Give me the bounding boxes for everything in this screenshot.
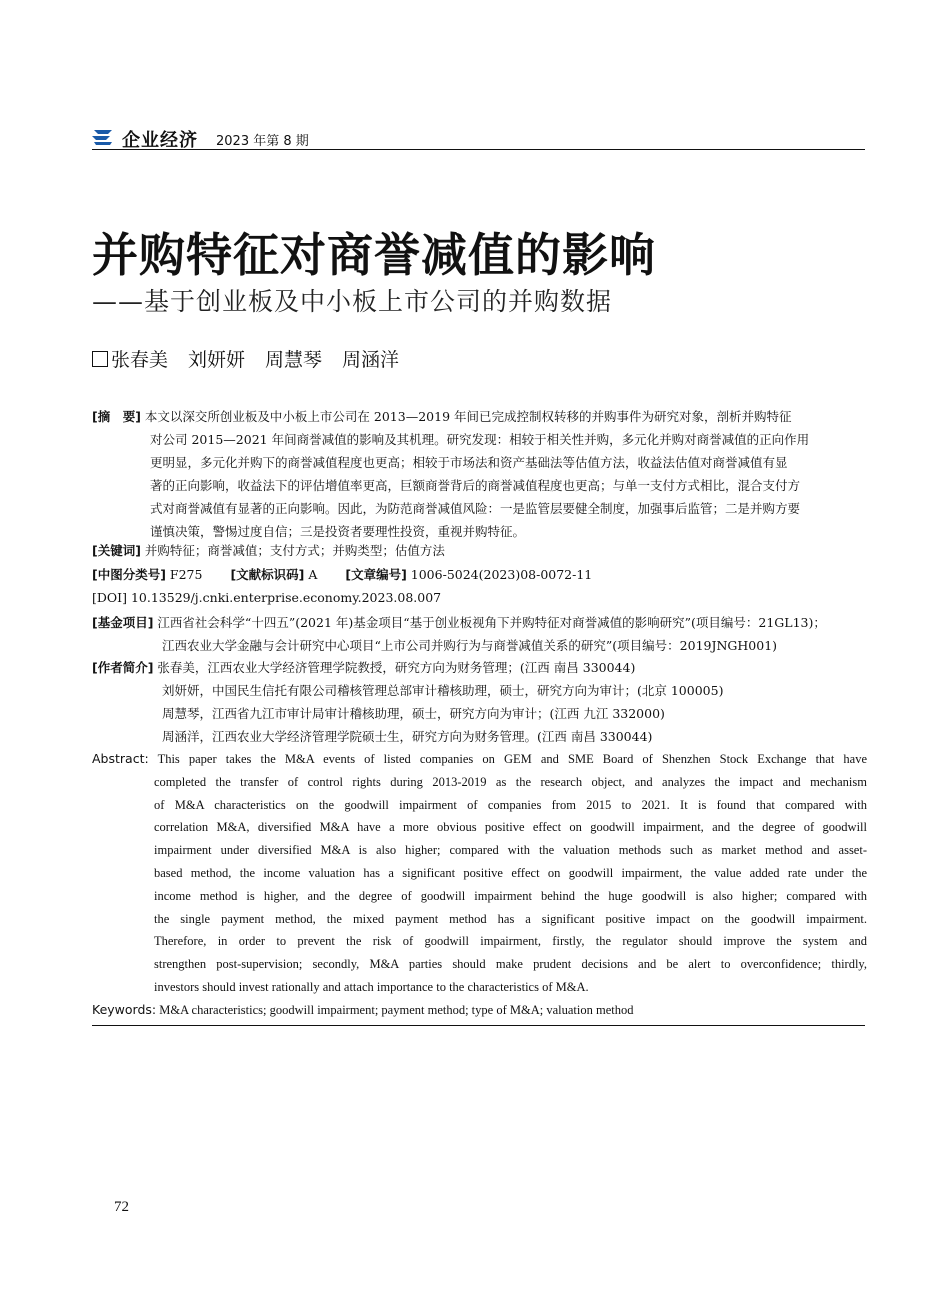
fund-row [92, 613, 826, 631]
abstract-en-line: correlation M&A, diversified M&A have a more obvious positive effect on goodwill impairment, and the degree of goodwill [154, 820, 867, 835]
article-number-label: [文章编号] [345, 567, 407, 582]
keywords-cn [92, 541, 445, 559]
doi-row [92, 590, 441, 605]
abstract-en-line: This paper takes the M&A events of listed companies on GEM and SME Board of Shenzhen Stock Exchange that have [157, 752, 867, 766]
abstract-bottom-rule [92, 1025, 865, 1026]
abstract-en-line: Therefore, in order to prevent the risk of goodwill impairment, firstly, the regulator should improve the system and [154, 934, 867, 949]
clc-value: F275 [169, 567, 203, 582]
abstract-cn [92, 405, 867, 543]
abstract-cn-line: 谨慎决策，警惕过度自信；三是投资者要理性投资，重视并购特征。 [150, 524, 526, 539]
author-list [92, 345, 419, 372]
doi-value: 10.13529/j.cnki.enterprise.economy.2023.08.007 [130, 590, 442, 605]
article-title: 并购特征对商誉减值的影响 [92, 228, 656, 282]
fund-line: 江西农业大学金融与会计研究中心项目“上市公司并购行为与商誉减值关系的研究”(项目编号：2019JNGH001) [162, 638, 778, 653]
keywords-en [92, 999, 867, 1022]
author-marker-box [92, 351, 108, 367]
abstract-en-line: impairment under diversified M&A is also higher; compared with the valuation methods such as market method and asset- [154, 843, 867, 858]
abstract-en-line: based method, the income valuation has a significant positive effect on goodwill impairment, the value added rate under the [154, 865, 867, 880]
abstract-cn-label: [摘 要] [92, 409, 141, 424]
journal-name: 企业经济 [122, 130, 198, 151]
abstract-cn-line: 著的正向影响，收益法下的评估增值率更高，巨额商誉背后的商誉减值程度也更高；与单一支付方式相比，混合支付方 [150, 478, 801, 493]
author-info-line: 周慧琴，江西省九江市审计局审计稽核助理，硕士，研究方向为审计；(江西 九江 332000) [162, 706, 665, 721]
abstract-en-line: completed the transfer of control rights during 2013-2019 as the research object, and analyzes the impact and mechanism [154, 774, 867, 789]
abstract-cn-line: 本文以深交所创业板及中小板上市公司在 2013—2019 年间已完成控制权转移的并购事件为研究对象，剖析并购特征 [144, 409, 792, 424]
keywords-en-label: Keywords: [92, 1001, 157, 1017]
abstract-en-line: of M&A characteristics on the goodwill impairment of companies from 2015 to 2021. It is found that compared with [154, 797, 867, 812]
doc-code-label: [文献标识码] [230, 567, 305, 582]
abstract-cn-line: 对公司 2015—2021 年间商誉减值的影响及其机理。研究发现：相较于相关性并购，多元化并购对商誉减值的正向作用 [150, 432, 810, 447]
classification-row [92, 565, 592, 583]
header-rule [92, 149, 865, 150]
journal-header [92, 126, 864, 150]
abstract-en-line: investors should invest rationally and attach importance to the characteristics of M&A. [154, 979, 589, 994]
page-number: 72 [114, 1199, 129, 1215]
abstract-cn-line: 式对商誉减值有显著的正向影响。因此，为防范商誉减值风险：一是监管层要健全制度，加强事后监管；二是并购方要 [150, 501, 801, 516]
article-subtitle: ——基于创业板及中小板上市公司的并购数据 [92, 287, 613, 316]
doc-code-value: A [308, 567, 318, 582]
abstract-en-first-line [92, 748, 867, 771]
author-info-row [92, 658, 635, 676]
doi-label: [DOI] [92, 590, 127, 605]
abstract-en [92, 748, 867, 1022]
keywords-cn-label: [关键词] [92, 543, 141, 558]
abstract-en-line: strengthen post-supervision; secondly, M&A parties should make prudent decisions and be alert to overconfidence; thirdly, [154, 957, 867, 972]
abstract-en-label: Abstract: [92, 751, 149, 766]
abstract-en-line: income method is higher, and the degree of goodwill impairment behind the huge goodwill is also higher; compared with [154, 888, 867, 903]
abstract-en-line: the single payment method, the mixed payment method has a significant positive impact on the goodwill impairment. [154, 911, 867, 926]
journal-issue: 2023 年第 8 期 [216, 134, 309, 149]
fund-label: [基金项目] [92, 615, 154, 630]
author-info-label: [作者简介] [92, 660, 154, 675]
author-info-line: 张春美，江西农业大学经济管理学院教授，研究方向为财务管理；(江西 南昌 330044) [157, 660, 636, 675]
author-info-line: 周涵洋，江西农业大学经济管理学院硕士生，研究方向为财务管理。(江西 南昌 330044) [162, 729, 653, 744]
author-info-line: 刘妍妍，中国民生信托有限公司稽核管理总部审计稽核助理，硕士，研究方向为审计；(北京 100005) [162, 683, 724, 698]
abstract-cn-first-line [92, 405, 867, 428]
clc-label: [中图分类号] [92, 567, 166, 582]
journal-logo-icon [92, 128, 114, 146]
abstract-cn-line: 更明显，多元化并购下的商誉减值程度也更高；相较于市场法和资产基础法等估值方法，收益法估值对商誉减值有显 [150, 455, 788, 470]
keywords-en-value: M&A characteristics; goodwill impairment; payment method; type of M&A; valuation method [159, 1002, 634, 1017]
author-name: 周慧琴 [265, 349, 323, 371]
article-number-value: 1006-5024(2023)08-0072-11 [410, 567, 593, 582]
author-name: 刘妍妍 [188, 349, 246, 371]
author-name: 周涵洋 [342, 349, 400, 371]
author-name: 张春美 [111, 349, 169, 371]
keywords-cn-value: 并购特征；商誉减值；支付方式；并购类型；估值方法 [144, 543, 445, 558]
fund-line: 江西省社会科学“十四五”(2021 年)基金项目“基于创业板视角下并购特征对商誉减值的影响研究”(项目编号：21GL13)； [157, 615, 826, 630]
